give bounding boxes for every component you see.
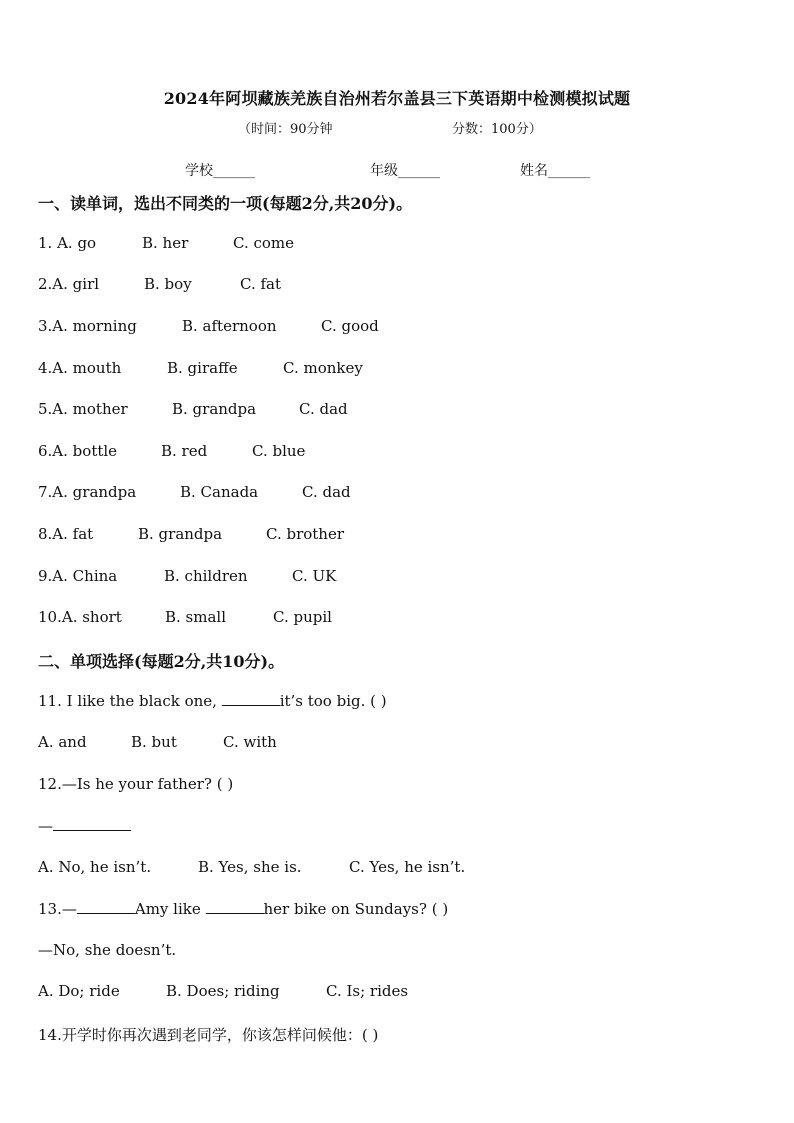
school-field: 学校______	[185, 163, 255, 179]
section-2-heading: 二、单项选择(每题2分,共10分)。	[38, 652, 285, 671]
q6-option-b: B. red	[161, 442, 208, 460]
q10-option-a: 10.A. short	[38, 608, 122, 626]
q1-option-a: 1. A. go	[38, 234, 97, 252]
q1-option-c: C. come	[233, 234, 295, 252]
q4-option-a: 4.A. mouth	[38, 359, 122, 377]
grade-field: 年级______	[370, 163, 440, 179]
q12-dash: —	[38, 817, 53, 835]
question-12: 12.—Is he your father? ( )	[38, 775, 234, 793]
q11-stem-start: 11. I like the black one,	[38, 692, 222, 710]
q3-option-c: C. good	[321, 317, 379, 335]
q12-option-a: A. No, he isn’t.	[38, 858, 152, 876]
question-12-answer-line	[38, 816, 131, 835]
name-field: 姓名______	[520, 163, 590, 179]
q7-option-b: B. Canada	[180, 483, 259, 501]
q6-option-a: 6.A. bottle	[38, 442, 118, 460]
q10-option-c: C. pupil	[273, 608, 332, 626]
section-1-heading: 一、读单词，选出不同类的一项(每题2分,共20分)。	[38, 194, 413, 213]
q11-stem-end: it’s too big. ( )	[279, 692, 387, 710]
q13-blank-1	[77, 899, 135, 914]
q4-option-c: C. monkey	[283, 359, 363, 377]
q7-option-a: 7.A. grandpa	[38, 483, 137, 501]
total-score: 分数：100分）	[452, 122, 542, 137]
q12-blank	[53, 816, 131, 831]
q5-option-c: C. dad	[299, 400, 348, 418]
question-13-reply: —No, she doesn’t.	[38, 941, 177, 959]
q13-blank-2	[206, 899, 264, 914]
q13-stem-mid: Amy like	[134, 900, 206, 918]
q2-option-a: 2.A. girl	[38, 275, 100, 293]
q8-option-a: 8.A. fat	[38, 525, 94, 543]
time-limit: （时间：90分钟	[238, 122, 333, 137]
q10-option-b: B. small	[165, 608, 227, 626]
q1-option-b: B. her	[142, 234, 189, 252]
q2-option-b: B. boy	[144, 275, 192, 293]
q8-option-c: C. brother	[266, 525, 345, 543]
q3-option-a: 3.A. morning	[38, 317, 137, 335]
q13-stem-end: her bike on Sundays? ( )	[263, 900, 449, 918]
q4-option-b: B. giraffe	[167, 359, 238, 377]
q7-option-c: C. dad	[302, 483, 351, 501]
q3-option-b: B. afternoon	[182, 317, 277, 335]
q9-option-b: B. children	[164, 567, 248, 585]
q12-option-b: B. Yes, she is.	[198, 858, 302, 876]
q13-option-b: B. Does; riding	[166, 982, 280, 1000]
q5-option-a: 5.A. mother	[38, 400, 128, 418]
q11-option-c: C. with	[223, 733, 277, 751]
page-title: 2024年阿坝藏族羌族自治州若尔盖县三下英语期中检测模拟试题	[163, 89, 631, 108]
q2-option-c: C. fat	[240, 275, 282, 293]
question-14: 14.开学时你再次遇到老同学，你该怎样问候他：( )	[38, 1026, 379, 1044]
q11-blank	[222, 691, 280, 706]
q6-option-c: C. blue	[252, 442, 306, 460]
q9-option-c: C. UK	[292, 567, 337, 585]
q13-option-c: C. Is; rides	[326, 982, 409, 1000]
q8-option-b: B. grandpa	[138, 525, 223, 543]
q9-option-a: 9.A. China	[38, 567, 118, 585]
question-13	[38, 899, 448, 918]
q12-option-c: C. Yes, he isn’t.	[349, 858, 466, 876]
question-11	[38, 691, 387, 710]
q13-stem-start: 13.—	[38, 900, 77, 918]
q5-option-b: B. grandpa	[172, 400, 257, 418]
q13-option-a: A. Do; ride	[38, 982, 120, 1000]
q11-option-b: B. but	[131, 733, 177, 751]
q11-option-a: A. and	[38, 733, 87, 751]
